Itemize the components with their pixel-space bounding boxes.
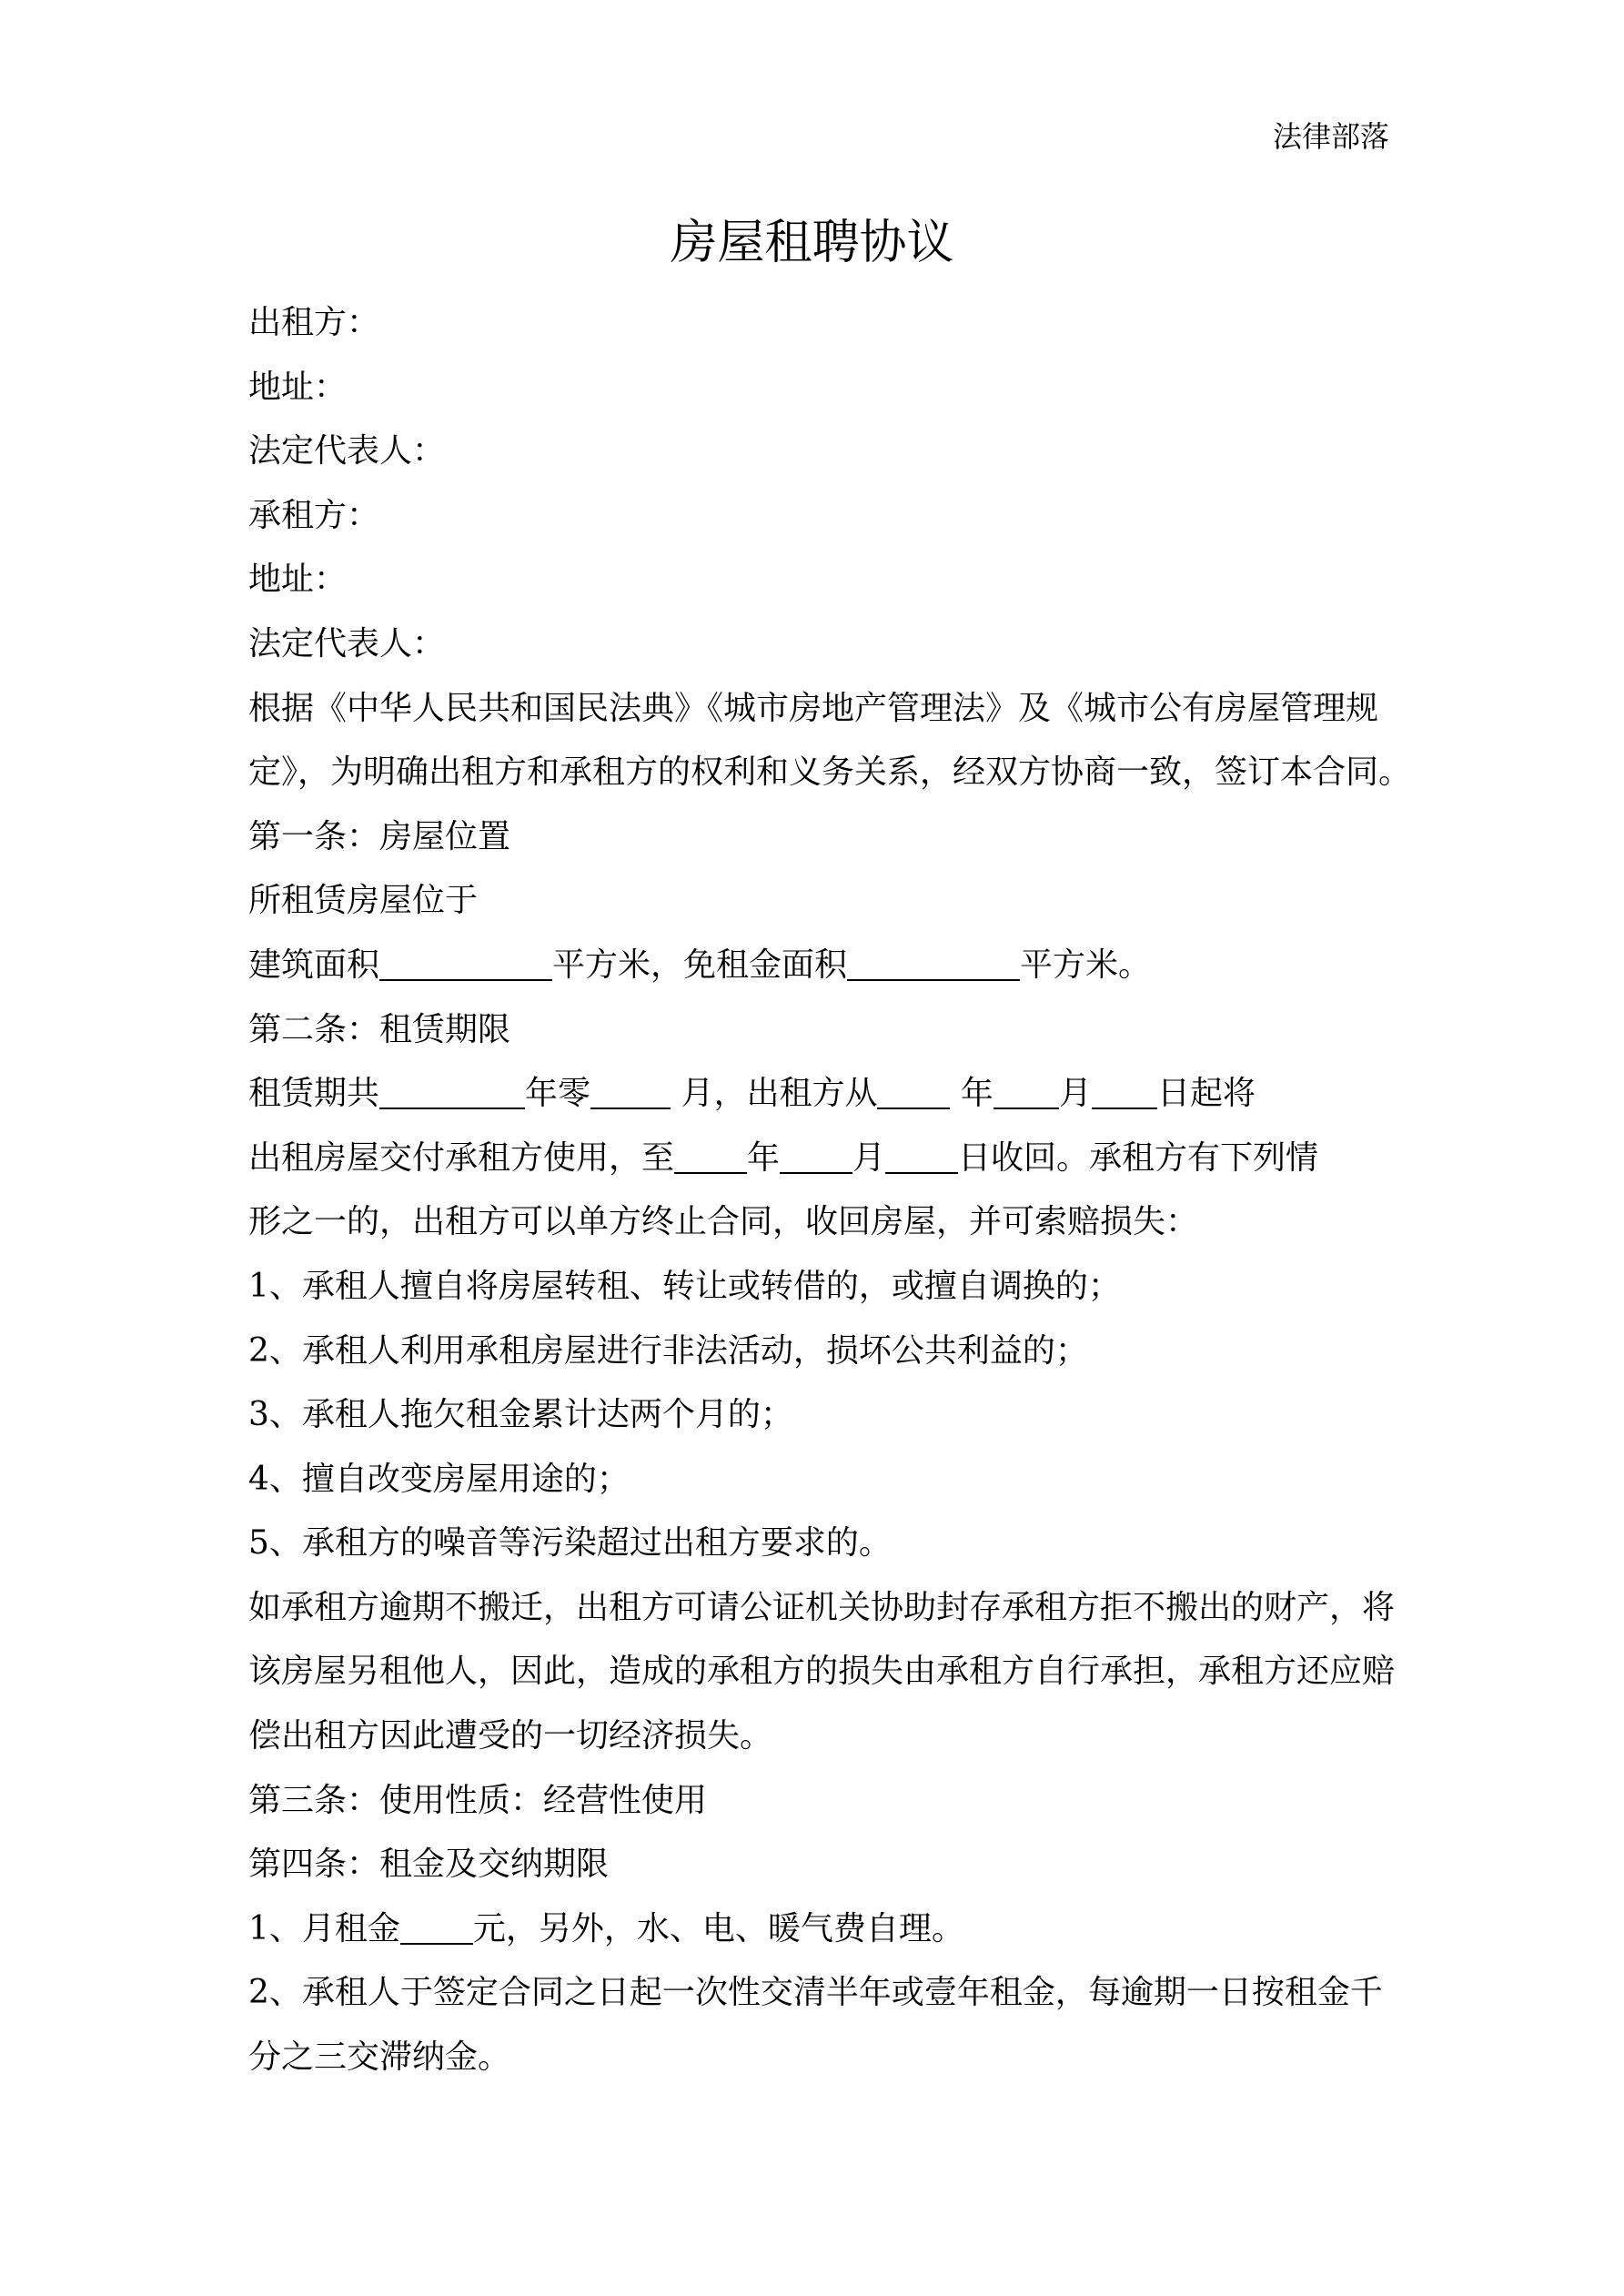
list-item: 5、承租方的噪音等污染超过出租方要求的。 (248, 1524, 892, 1563)
end-year-blank (674, 1141, 747, 1174)
end-year-text: 年 (747, 1138, 781, 1177)
start-year-blank (877, 1077, 950, 1109)
rent-tail-text: 元，另外，水、电、暖气费自理。 (472, 1909, 964, 1947)
overdue-paragraph-line: 偿出租方因此遭受的一切经济损失。 (248, 1717, 773, 1755)
list-item: 4、擅自改变房屋用途的； (248, 1460, 630, 1498)
area-label: 建筑面积 (248, 946, 380, 984)
overdue-paragraph-line: 如承租方逾期不搬迁，出租方可请公证机关协助封存承租方拒不搬出的财产，将 (248, 1588, 1396, 1626)
list-item: 3、承租人拖欠租金累计达两个月的； (248, 1396, 793, 1434)
lessee-address-label: 地址： (248, 561, 348, 599)
preamble-line: 定》，为明确出租方和承租方的权利和义务关系，经双方协商一致，签订本合同。 (248, 754, 1412, 792)
overdue-paragraph-line: 该房屋另租他人，因此，造成的承租方的损失由承租方自行承担，承租方还应赔 (248, 1653, 1396, 1691)
end-month-blank (780, 1141, 852, 1174)
lessee-label: 承租方： (248, 496, 380, 534)
start-month-text: 月 (1058, 1075, 1092, 1113)
term-month-text: 月，出租方从 (671, 1075, 878, 1113)
lease-term-line (248, 1062, 1399, 1127)
start-day-text: 日起将 (1156, 1075, 1256, 1113)
rent-lead-text: 1、月租金 (248, 1909, 400, 1947)
preamble-line: 根据《中华人民共和国民法典》《城市房地产管理法》及《城市公有房屋管理规 (248, 689, 1379, 727)
start-month-blank (994, 1077, 1059, 1109)
free-area-blank (847, 948, 1020, 981)
lessor-address-label: 地址： (248, 368, 348, 406)
end-day-blank (885, 1141, 958, 1174)
article-4-heading: 第四条：租金及交纳期限 (248, 1846, 610, 1884)
article-2-heading: 第二条：租赁期限 (248, 1010, 511, 1048)
lessor-label: 出租方： (248, 304, 380, 341)
monthly-rent-blank (400, 1912, 473, 1945)
end-day-text: 日收回。承租方有下列情 (958, 1138, 1319, 1177)
list-item: 2、承租人利用承租房屋进行非法活动，损坏公共利益的； (248, 1331, 1088, 1370)
termination-intro: 形之一的，出租方可以单方终止合同，收回房屋，并可索赔损失： (248, 1203, 1199, 1241)
monthly-rent-line (248, 1897, 1399, 1962)
lessor-representative-label: 法定代表人： (248, 432, 446, 470)
area-line (248, 934, 1399, 998)
free-area-unit-text: 平方米。 (1020, 946, 1152, 984)
document-title: 房屋租聘协议 (670, 216, 954, 270)
payment-paragraph-line: 2、承租人于签定合同之日起一次性交清半年或壹年租金，每逾期一日按租金千 (248, 1974, 1383, 2012)
end-month-text: 月 (852, 1138, 886, 1177)
start-year-text: 年 (950, 1075, 994, 1113)
lessee-representative-label: 法定代表人： (248, 624, 446, 663)
term-year-text: 年零 (525, 1075, 591, 1113)
article-3-heading: 第三条：使用性质：经营性使用 (248, 1781, 708, 1819)
article-1-heading: 第一条：房屋位置 (248, 817, 511, 855)
term-months-blank (590, 1077, 671, 1109)
brand-label: 法律部落 (1272, 119, 1389, 154)
list-item: 1、承租人擅自将房屋转租、转让或转借的，或擅自调换的； (248, 1267, 1121, 1305)
term-lead-text: 租赁期共 (248, 1075, 380, 1113)
lease-end-line (248, 1127, 1399, 1191)
document-body (248, 291, 1412, 2090)
payment-paragraph-line: 分之三交滞纳金。 (248, 2038, 511, 2077)
property-location: 所租赁房屋位于 (248, 882, 479, 920)
term-years-blank (379, 1077, 525, 1109)
deliver-lead-text: 出租房屋交付承租方使用，至 (248, 1138, 675, 1177)
start-day-blank (1092, 1077, 1157, 1109)
area-unit-text: 平方米，免租金面积 (552, 946, 848, 984)
building-area-blank (379, 948, 552, 981)
